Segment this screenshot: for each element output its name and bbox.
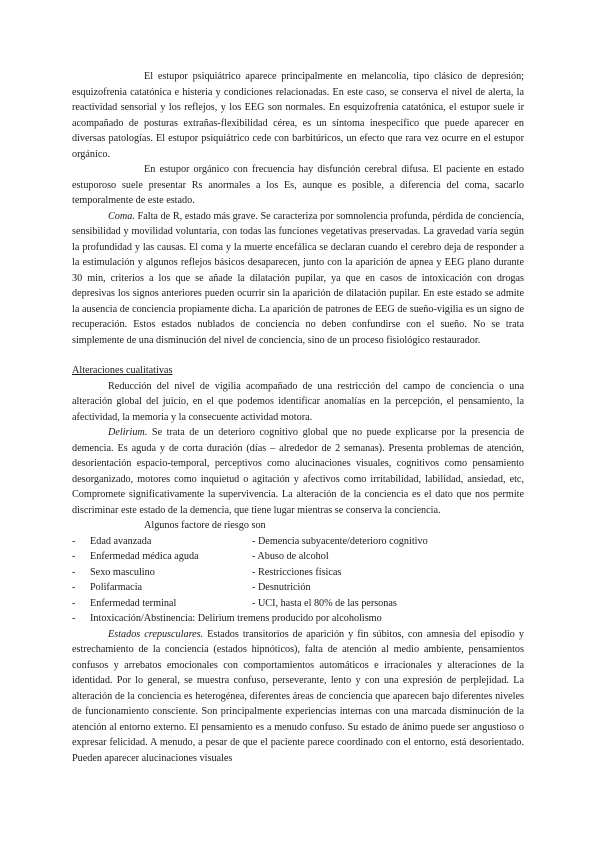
document-page	[72, 69, 524, 766]
list-item	[72, 549, 524, 565]
risk-factor: Enfermedad médica aguda	[90, 551, 199, 562]
coma-term: Coma.	[108, 210, 135, 222]
risk-factor: - UCI, hasta el 80% de las personas	[252, 597, 397, 609]
bullet-dash: -	[72, 535, 76, 547]
risk-factor: - Restricciones físicas	[252, 566, 342, 578]
bullet-dash: -	[72, 597, 76, 609]
coma-text: Falta de R, estado más grave. Se caracteriza por somnolencia profunda, pérdida de conciencia, sensibilidad y movilidad voluntaria, con todas las funciones vegetativas preservadas. La gravedad varía según la profundidad y las causas. El coma y la muerte encefálica se declaran cuando el cerebro deja de responder a la estimulación y algunos reflejos básicos desaparecen, junto con la aparición de apnea y EEG plano durante 30 min, criterios a los que se añade la dilatación pupilar, ya que en casos de intoxicación con drogas depresivas los signos anteriores pueden ocurrir sin la aparición de dilatación pupilar. En este estado se admite la ausencia de conciencia propiamente dicha. La aparición de patrones de EEG de sueño-vigilia es un signo de recuperación. Estos estados nublados de conciencia no deben confundirse con el sueño. No se trata simplemente de una disminución del nivel de conciencia, sino de un proceso fisiológico restaurador.	[72, 210, 524, 346]
risk-factor: Enfermedad terminal	[90, 597, 177, 609]
risk-factor: Polifarmacia	[90, 582, 143, 593]
estupor-organico-paragraph: En estupor orgánico con frecuencia hay disfunción cerebral difusa. El paciente en estado estuporoso suele presentar Rs anormales a los Es, aunque es posible, a diferencia del coma, sacarlo temporalmente de este estado.	[72, 164, 524, 206]
list-item	[72, 580, 524, 596]
risk-factor: - Desnutrición	[252, 582, 311, 593]
crepusculares-text: Estados transitorios de aparición y fin súbitos, con amnesia del episodio y estrechamiento de la conciencia (estados hipnóticos), falta de atención al medio ambiente, pensamientos confusos y arrebatos emocionales con comportamientos automáticos e irracionales y alteraciones de la identidad. Por lo general, se muestra confuso, perseverante, lento y con una expresión de perplejidad. La alteración de la conciencia es heterogénea, diferentes áreas de conciencia que aparecen bajo diferentes niveles de funcionamiento consciente. Son principalmente experiencias internas con una marcada disminución de la atención al entorno externo. El pensamiento es a menudo confuso. Su estado de ánimo puede ser angustioso o expresar felicidad. A menudo, a pesar de que el paciente parece coordinado con el entorno, está desorientado. Pueden aparecer alucinaciones visuales	[72, 628, 524, 764]
bullet-dash: -	[72, 566, 76, 578]
risk-factors-list	[72, 534, 524, 627]
delirium-text: Se trata de un deterioro cognitivo global que no puede explicarse por la presencia de demencia. Es aguda y de corta duración (días – alrededor de 2 semanas). Presenta problemas de atención, desorientación espacio-temporal, perceptivos como alucinaciones visuales, cognitivos como pensamiento desorganizado, motores como inquietud o agitación y afectivos como irritabilidad, labilidad, ansiedad, etc, Compromete significativamente la supervivencia. La alteración de la conciencia es el dato que nos permite discriminar este estado de la demencia, que tiene lugar mientras se conserva la conciencia.	[72, 427, 524, 516]
bullet-dash: -	[72, 613, 76, 624]
bullet-dash: -	[72, 582, 76, 593]
crepusculares-paragraph	[72, 627, 524, 767]
cualitativas-intro: Reducción del nivel de vigilia acompañado de una restricción del campo de conciencia o una alteración global del juicio, en el que podemos identificar anomalías en la percepción, el pensamiento, la afectividad, la memoria y la consecuente actividad motora.	[72, 380, 524, 423]
list-item	[72, 534, 524, 550]
list-item	[72, 611, 524, 627]
risk-factors-title: Algunos factore de riesgo son	[144, 520, 266, 531]
coma-paragraph	[72, 209, 524, 349]
risk-factor: Intoxicación/Abstinencia: Delirium tremens producido por alcoholismo	[90, 613, 382, 624]
list-item	[72, 596, 524, 612]
estupor-psiquiatrico-paragraph: El estupor psiquiátrico aparece principalmente en melancolía, tipo clásico de depresión; esquizofrenia catatónica e histeria y condiciones relacionadas. En este caso, se conserva el nivel de alerta, la reactividad sensorial y los reflejos, y los EEG son normales. En esquizofrenia catatónica, el estupor suele ir acompañado de posturas extrañas-flexibilidad cérea, es un síntoma inespecífico que puede aparecer en diversas patologías. El estupor psiquiátrico cede con barbitúricos, un efecto que rara vez ocurre en el estupor orgánico.	[72, 71, 524, 160]
crepusculares-term: Estados crepusculares.	[108, 628, 204, 640]
list-item	[72, 565, 524, 581]
section-gap	[72, 348, 524, 363]
risk-factor: - Demencia subyacente/deterioro cognitivo	[252, 535, 428, 547]
risk-factor: Sexo masculino	[90, 566, 155, 578]
risk-factor: Edad avanzada	[90, 535, 152, 547]
section-heading: Alteraciones cualitativas	[72, 365, 173, 376]
bullet-dash: -	[72, 551, 76, 562]
delirium-term: Delirium.	[108, 427, 148, 438]
risk-factor: - Abuso de alcohol	[252, 551, 329, 562]
delirium-paragraph	[72, 425, 524, 518]
